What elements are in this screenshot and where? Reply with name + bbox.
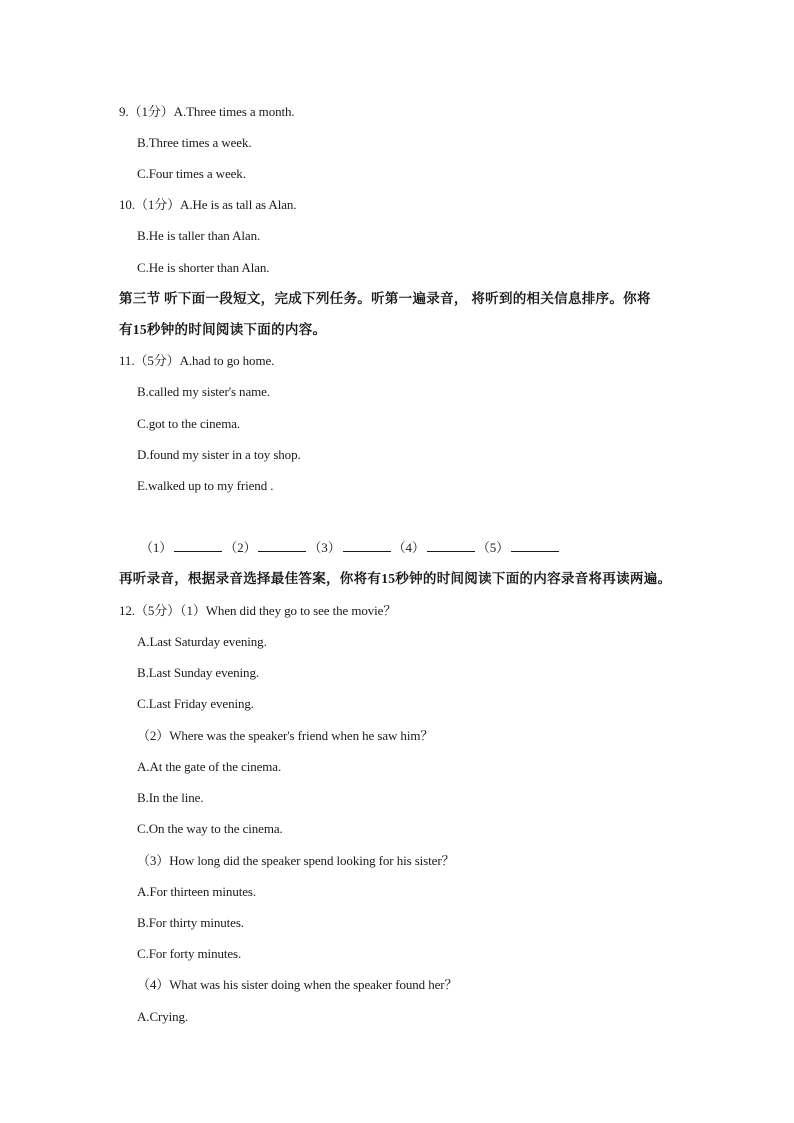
question-12-2-option-a: A.At the gate of the cinema. bbox=[137, 759, 282, 774]
blank-label-1: （1） bbox=[140, 540, 173, 555]
question-12-2-stem: （2）Where was the speaker's friend when he saw him？ bbox=[137, 728, 434, 743]
question-11-option-e: E.walked up to my friend . bbox=[137, 478, 274, 493]
question-9-option-b: B.Three times a week. bbox=[137, 135, 252, 150]
section-3-instruction-line-1: 第三节 听下面一段短文，完成下列任务。听第一遍录音， 将听到的相关信息排序。你将 bbox=[119, 291, 651, 306]
answer-blank-1[interactable] bbox=[174, 540, 222, 552]
listening-instruction: 再听录音，根据录音选择最佳答案，你将有15秒钟的时间阅读下面的内容录音将再读两遍。 bbox=[119, 571, 672, 586]
question-12-3-option-c: C.For forty minutes. bbox=[137, 946, 242, 961]
question-9-option-c: C.Four times a week. bbox=[137, 166, 246, 181]
question-11-option-b: B.called my sister's name. bbox=[137, 384, 270, 399]
question-12-4-option-a: A.Crying. bbox=[137, 1009, 189, 1024]
question-12-4-stem: （4）What was his sister doing when the speaker found her？ bbox=[137, 977, 458, 992]
question-11-option-d: D.found my sister in a toy shop. bbox=[137, 447, 301, 462]
question-12-1-option-a: A.Last Saturday evening. bbox=[137, 634, 267, 649]
question-12-3-stem: （3）How long did the speaker spend looking for his sister？ bbox=[137, 853, 455, 868]
answer-blank-4[interactable] bbox=[427, 540, 475, 552]
question-12-2-option-c: C.On the way to the cinema. bbox=[137, 821, 283, 836]
question-11-stem: 11.（5分）A.had to go home. bbox=[119, 353, 275, 368]
question-12-stem: 12.（5分）（1）When did they go to see the movie？ bbox=[119, 603, 397, 618]
question-11-answer-blanks bbox=[140, 540, 561, 556]
question-10-option-b: B.He is taller than Alan. bbox=[137, 228, 261, 243]
blank-label-5: （5） bbox=[476, 540, 510, 555]
question-9-stem: 9.（1分）A.Three times a month. bbox=[119, 104, 295, 119]
blank-label-3: （3） bbox=[308, 540, 341, 555]
blank-label-2: （2） bbox=[224, 540, 257, 555]
answer-blank-3[interactable] bbox=[343, 540, 391, 552]
blank-label-4: （4） bbox=[392, 540, 425, 555]
question-11-option-c: C.got to the cinema. bbox=[137, 416, 241, 431]
question-10-option-c: C.He is shorter than Alan. bbox=[137, 260, 270, 275]
question-12-2-option-b: B.In the line. bbox=[137, 790, 204, 805]
question-12-3-option-a: A.For thirteen minutes. bbox=[137, 884, 257, 899]
question-10-stem: 10.（1分）A.He is as tall as Alan. bbox=[119, 197, 297, 212]
section-3-instruction-line-2: 有15秒钟的时间阅读下面的内容。 bbox=[119, 322, 327, 337]
question-12-3-option-b: B.For thirty minutes. bbox=[137, 915, 244, 930]
question-12-1-option-c: C.Last Friday evening. bbox=[137, 696, 254, 711]
answer-blank-5[interactable] bbox=[511, 540, 559, 552]
answer-blank-2[interactable] bbox=[258, 540, 306, 552]
question-12-1-option-b: B.Last Sunday evening. bbox=[137, 665, 260, 680]
